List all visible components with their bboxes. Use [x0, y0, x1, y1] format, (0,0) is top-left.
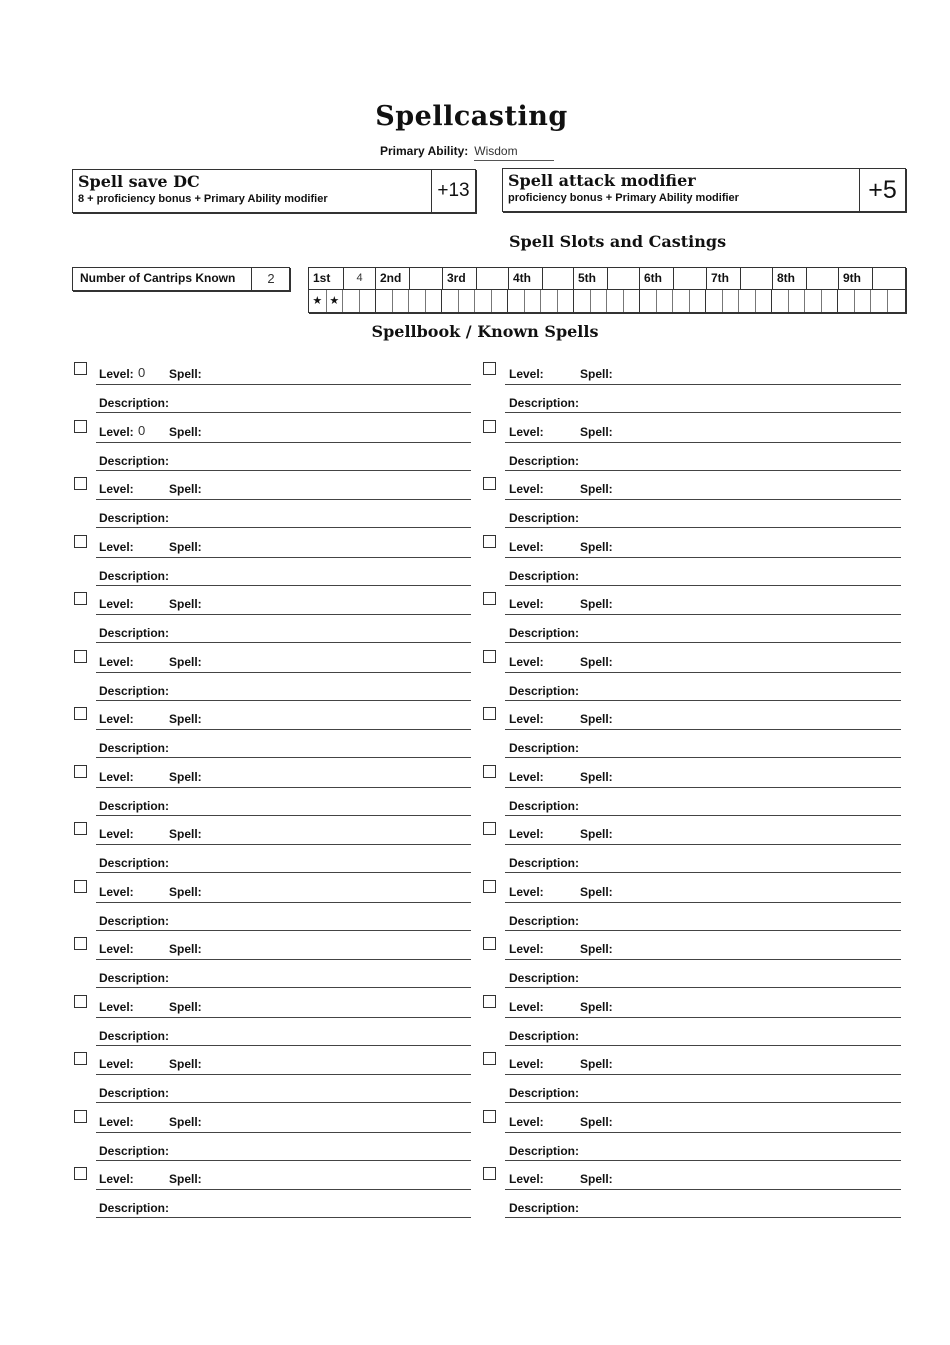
- spell-name-line[interactable]: [505, 1189, 901, 1190]
- spell-name-label: Spell:: [580, 539, 613, 554]
- slot-level-1-count[interactable]: 4: [343, 268, 375, 289]
- spell-name-label: Spell:: [169, 884, 202, 899]
- spell-level-label: Level:: [509, 1172, 544, 1186]
- spell-save-dc-subtitle: 8 + proficiency bonus + Primary Ability modifier: [78, 193, 328, 205]
- spell-save-dc-title: Spell save DC: [78, 172, 200, 191]
- slot-pip[interactable]: [474, 290, 491, 312]
- spell-name-label: Spell:: [580, 1172, 613, 1186]
- spell-prepared-checkbox[interactable]: [74, 362, 87, 375]
- spell-name-line[interactable]: [96, 729, 471, 730]
- slot-pip[interactable]: [837, 290, 854, 312]
- spell-prepared-checkbox[interactable]: [483, 1167, 496, 1180]
- spell-name-line[interactable]: [505, 729, 901, 730]
- spell-name-label: Spell:: [580, 424, 613, 439]
- spell-name-label: Spell:: [580, 884, 613, 899]
- spell-name-label: Spell:: [169, 1057, 202, 1071]
- primary-ability-field[interactable]: Wisdom: [474, 144, 554, 161]
- slot-level-6-label: 6th: [639, 268, 673, 289]
- spell-prepared-checkbox[interactable]: [74, 765, 87, 778]
- slot-pip[interactable]: [491, 290, 508, 312]
- slot-pip[interactable]: [441, 290, 458, 312]
- spell-level-label: Level:: [99, 1172, 134, 1186]
- spell-description-label: Description:: [509, 913, 580, 928]
- spell-name-line[interactable]: [505, 1017, 901, 1018]
- spell-prepared-checkbox[interactable]: [483, 420, 496, 433]
- spell-description-label: Description:: [509, 798, 580, 813]
- spell-prepared-checkbox[interactable]: [74, 937, 87, 950]
- spell-name-line[interactable]: [505, 1132, 901, 1133]
- spell-prepared-checkbox[interactable]: [483, 1110, 496, 1123]
- slot-pip[interactable]: [755, 290, 772, 312]
- slot-level-1-label: 1st: [313, 271, 331, 285]
- spell-prepared-checkbox[interactable]: [483, 937, 496, 950]
- spell-name-label: Spell:: [169, 654, 202, 669]
- spell-prepared-checkbox[interactable]: [483, 765, 496, 778]
- spell-description-line[interactable]: [505, 585, 901, 586]
- slot-level-3-count[interactable]: [476, 268, 508, 289]
- spell-name-line[interactable]: [96, 614, 471, 615]
- spell-name-line[interactable]: [96, 384, 471, 385]
- spell-name-label: Spell:: [580, 769, 613, 784]
- spell-description-line[interactable]: [96, 872, 471, 873]
- spell-level-label: Level:: [99, 654, 134, 669]
- spell-level-label: Level:: [509, 769, 544, 784]
- spell-attack-box: [502, 168, 906, 212]
- slot-pip[interactable]: [425, 290, 442, 312]
- spell-level-label: Level:: [99, 367, 134, 381]
- cantrips-field[interactable]: 2: [251, 268, 290, 290]
- slot-level-9-label: 9th: [838, 268, 872, 289]
- spell-name-line[interactable]: [96, 442, 471, 443]
- spell-prepared-checkbox[interactable]: [74, 535, 87, 548]
- slot-level-7-label: 7th: [706, 268, 740, 289]
- spell-description-line[interactable]: [505, 872, 901, 873]
- spell-name-line[interactable]: [96, 844, 471, 845]
- spell-description-line[interactable]: [505, 527, 901, 528]
- spell-name-label: Spell:: [169, 942, 202, 956]
- slot-pip[interactable]: [392, 290, 409, 312]
- spell-name-label: Spell:: [169, 999, 202, 1014]
- spell-prepared-checkbox[interactable]: [74, 822, 87, 835]
- slot-level-8-count[interactable]: [806, 268, 838, 289]
- spell-description-label: Description:: [99, 453, 170, 468]
- slot-level-2-label: 2nd: [375, 268, 409, 289]
- spell-level-label: Level:: [509, 827, 544, 841]
- slot-pip[interactable]: [623, 290, 640, 312]
- slot-pip[interactable]: [573, 290, 590, 312]
- spell-level-label: Level:: [99, 884, 134, 899]
- slot-pip[interactable]: [375, 290, 392, 312]
- spellbook-title: Spellbook / Known Spells: [371, 322, 599, 341]
- spell-description-label: Description:: [509, 1028, 580, 1043]
- spell-level-label: Level:: [509, 424, 544, 439]
- spell-description-label: Description:: [509, 453, 580, 468]
- spell-name-label: Spell:: [580, 654, 613, 669]
- slot-pip[interactable]: [887, 290, 904, 312]
- spell-level-label: Level:: [99, 1057, 134, 1071]
- spell-description-line[interactable]: [96, 412, 471, 413]
- spell-description-line[interactable]: [96, 585, 471, 586]
- spell-attack-title: Spell attack modifier: [508, 171, 696, 190]
- spell-level-label: Level:: [99, 424, 134, 439]
- spell-prepared-checkbox[interactable]: [483, 535, 496, 548]
- spell-description-label: Description:: [509, 396, 580, 410]
- slot-pip[interactable]: ★: [326, 290, 343, 312]
- slot-level-5-count[interactable]: [607, 268, 639, 289]
- spell-level-field[interactable]: 0: [138, 422, 146, 438]
- spell-description-line[interactable]: [505, 815, 901, 816]
- spell-name-label: Spell:: [169, 712, 202, 726]
- spell-name-label: Spell:: [169, 367, 202, 381]
- slot-pip[interactable]: [738, 290, 755, 312]
- slot-pip[interactable]: [854, 290, 871, 312]
- spell-description-label: Description:: [99, 683, 170, 698]
- spell-name-line[interactable]: [505, 787, 901, 788]
- spell-description-line[interactable]: [96, 1045, 471, 1046]
- spell-description-line[interactable]: [505, 1217, 901, 1218]
- spell-description-line[interactable]: [505, 470, 901, 471]
- slot-pip[interactable]: [540, 290, 557, 312]
- cantrips-box: [72, 267, 290, 291]
- spell-level-label: Level:: [509, 1057, 544, 1071]
- spell-prepared-checkbox[interactable]: [483, 362, 496, 375]
- spell-name-line[interactable]: [96, 672, 471, 673]
- spell-name-label: Spell:: [580, 482, 613, 496]
- page-title: Spellcasting: [375, 101, 568, 132]
- spell-save-dc-box: [72, 169, 476, 213]
- spell-description-line[interactable]: [96, 757, 471, 758]
- spell-description-line[interactable]: [505, 930, 901, 931]
- spell-name-line[interactable]: [96, 1132, 471, 1133]
- spell-description-line[interactable]: [96, 930, 471, 931]
- spell-description-label: Description:: [99, 1086, 170, 1100]
- spell-name-line[interactable]: [96, 1074, 471, 1075]
- spell-prepared-checkbox[interactable]: [74, 420, 87, 433]
- spell-description-line[interactable]: [96, 1102, 471, 1103]
- spell-name-label: Spell:: [580, 597, 613, 611]
- spell-prepared-checkbox[interactable]: [74, 880, 87, 893]
- slot-pip[interactable]: [507, 290, 524, 312]
- spell-name-line[interactable]: [505, 557, 901, 558]
- spell-description-line[interactable]: [505, 1160, 901, 1161]
- spell-prepared-checkbox[interactable]: [483, 1052, 496, 1065]
- spell-description-line[interactable]: [96, 700, 471, 701]
- spell-name-line[interactable]: [96, 959, 471, 960]
- spell-name-line[interactable]: [505, 1074, 901, 1075]
- slot-pip[interactable]: [804, 290, 821, 312]
- spell-level-label: Level:: [99, 827, 134, 841]
- spell-name-line[interactable]: [96, 499, 471, 500]
- spell-level-label: Level:: [99, 482, 134, 496]
- slot-level-4-label: 4th: [508, 268, 542, 289]
- spell-level-label: Level:: [509, 999, 544, 1014]
- spell-name-line[interactable]: [505, 384, 901, 385]
- spell-name-line[interactable]: [96, 787, 471, 788]
- spell-name-line[interactable]: [96, 902, 471, 903]
- spell-description-line[interactable]: [505, 757, 901, 758]
- spell-name-label: Spell:: [169, 769, 202, 784]
- spell-name-label: Spell:: [580, 999, 613, 1014]
- spell-level-label: Level:: [509, 1114, 544, 1129]
- spell-level-label: Level:: [509, 539, 544, 554]
- spell-description-line[interactable]: [505, 987, 901, 988]
- spell-level-label: Level:: [99, 999, 134, 1014]
- slot-pip[interactable]: [656, 290, 673, 312]
- spell-level-label: Level:: [99, 1114, 134, 1129]
- spell-name-line[interactable]: [96, 1189, 471, 1190]
- slot-pip[interactable]: [458, 290, 475, 312]
- spell-level-field[interactable]: 0: [138, 365, 146, 380]
- spell-level-label: Level:: [509, 942, 544, 956]
- spell-prepared-checkbox[interactable]: [74, 1110, 87, 1123]
- spell-name-label: Spell:: [580, 712, 613, 726]
- slot-level-5-label: 5th: [573, 268, 607, 289]
- spell-description-line[interactable]: [96, 987, 471, 988]
- spell-description-label: Description:: [99, 1028, 170, 1043]
- spell-prepared-checkbox[interactable]: [74, 592, 87, 605]
- spell-description-label: Description:: [99, 798, 170, 813]
- spell-name-line[interactable]: [505, 959, 901, 960]
- spell-level-label: Level:: [99, 597, 134, 611]
- slot-pip[interactable]: [557, 290, 574, 312]
- spell-name-label: Spell:: [169, 1114, 202, 1129]
- slot-pip[interactable]: [639, 290, 656, 312]
- slot-pip[interactable]: [722, 290, 739, 312]
- spell-prepared-checkbox[interactable]: [483, 650, 496, 663]
- spell-description-label: Description:: [99, 741, 170, 755]
- spell-prepared-checkbox[interactable]: [483, 592, 496, 605]
- spell-description-label: Description:: [509, 568, 580, 583]
- spell-description-line[interactable]: [96, 527, 471, 528]
- spell-prepared-checkbox[interactable]: [483, 822, 496, 835]
- slot-pip[interactable]: [524, 290, 541, 312]
- slot-pip[interactable]: [788, 290, 805, 312]
- spell-level-label: Level:: [509, 884, 544, 899]
- cantrips-label: Number of Cantrips Known: [80, 271, 236, 285]
- spell-level-label: Level:: [99, 712, 134, 726]
- spell-name-label: Spell:: [580, 942, 613, 956]
- slot-pip[interactable]: [821, 290, 838, 312]
- slot-level-6-count[interactable]: [673, 268, 705, 289]
- spell-description-label: Description:: [99, 913, 170, 928]
- spell-name-line[interactable]: [505, 902, 901, 903]
- spell-name-label: Spell:: [169, 482, 202, 496]
- spell-prepared-checkbox[interactable]: [74, 1052, 87, 1065]
- slot-pip[interactable]: [672, 290, 689, 312]
- slots-title: Spell Slots and Castings: [509, 232, 727, 251]
- spell-save-dc-field[interactable]: +13: [431, 170, 475, 212]
- slot-pip[interactable]: [705, 290, 722, 312]
- slot-pip[interactable]: [606, 290, 623, 312]
- spell-description-label: Description:: [509, 971, 580, 985]
- spell-attack-field[interactable]: +5: [859, 169, 905, 211]
- slot-pip[interactable]: [590, 290, 607, 312]
- spell-description-line[interactable]: [505, 1045, 901, 1046]
- spell-prepared-checkbox[interactable]: [483, 995, 496, 1008]
- spell-description-label: Description:: [99, 971, 170, 985]
- slot-pip[interactable]: [342, 290, 359, 312]
- slot-pip[interactable]: ★: [312, 295, 323, 307]
- spell-level-label: Level:: [509, 597, 544, 611]
- spell-description-line[interactable]: [505, 700, 901, 701]
- spell-name-line[interactable]: [505, 672, 901, 673]
- spell-name-line[interactable]: [96, 557, 471, 558]
- slot-level-3-label: 3rd: [442, 268, 476, 289]
- spell-description-line[interactable]: [505, 1102, 901, 1103]
- spell-level-label: Level:: [509, 482, 544, 496]
- spell-description-label: Description:: [99, 511, 170, 525]
- primary-ability-label: Primary Ability:: [380, 144, 469, 158]
- spell-name-line[interactable]: [96, 1017, 471, 1018]
- spell-slots-grid: [308, 267, 906, 313]
- spell-name-label: Spell:: [169, 539, 202, 554]
- spell-prepared-checkbox[interactable]: [74, 995, 87, 1008]
- spell-prepared-checkbox[interactable]: [483, 880, 496, 893]
- spell-name-label: Spell:: [169, 1172, 202, 1186]
- spell-description-line[interactable]: [96, 1160, 471, 1161]
- slot-pip[interactable]: [408, 290, 425, 312]
- spell-prepared-checkbox[interactable]: [74, 1167, 87, 1180]
- spell-description-label: Description:: [509, 1143, 580, 1158]
- spell-name-label: Spell:: [580, 827, 613, 841]
- spell-description-label: Description:: [99, 1201, 170, 1215]
- spell-prepared-checkbox[interactable]: [74, 650, 87, 663]
- spell-description-label: Description:: [509, 683, 580, 698]
- slot-level-7-count[interactable]: [740, 268, 772, 289]
- spell-name-line[interactable]: [505, 844, 901, 845]
- spell-name-label: Spell:: [169, 597, 202, 611]
- spell-description-label: Description:: [509, 741, 580, 755]
- spell-name-label: Spell:: [580, 1057, 613, 1071]
- spell-name-label: Spell:: [580, 367, 613, 381]
- spell-prepared-checkbox[interactable]: [483, 477, 496, 490]
- spell-attack-subtitle: proficiency bonus + Primary Ability modifier: [508, 192, 739, 204]
- spell-description-label: Description:: [99, 568, 170, 583]
- spell-description-label: Description:: [99, 626, 170, 640]
- spell-prepared-checkbox[interactable]: [483, 707, 496, 720]
- spell-prepared-checkbox[interactable]: [74, 477, 87, 490]
- spell-name-label: Spell:: [580, 1114, 613, 1129]
- spell-name-line[interactable]: [505, 442, 901, 443]
- slot-level-9-count[interactable]: [872, 268, 904, 289]
- slot-level-8-label: 8th: [772, 268, 806, 289]
- slot-level-4-count[interactable]: [542, 268, 574, 289]
- spell-description-label: Description:: [99, 396, 170, 410]
- spell-description-label: Description:: [99, 1143, 170, 1158]
- primary-ability: [380, 144, 554, 161]
- spell-name-label: Spell:: [169, 424, 202, 439]
- spell-prepared-checkbox[interactable]: [74, 707, 87, 720]
- spell-description-label: Description:: [509, 856, 580, 870]
- slot-pip[interactable]: [870, 290, 887, 312]
- spell-description-line[interactable]: [96, 470, 471, 471]
- spell-level-label: Level:: [509, 654, 544, 669]
- spell-level-label: Level:: [99, 539, 134, 554]
- spell-description-label: Description:: [509, 626, 580, 640]
- spell-level-label: Level:: [509, 712, 544, 726]
- slot-pip[interactable]: [771, 290, 788, 312]
- spell-level-label: Level:: [509, 367, 544, 381]
- spell-description-label: Description:: [509, 1086, 580, 1100]
- spell-description-label: Description:: [99, 856, 170, 870]
- spell-level-label: Level:: [99, 769, 134, 784]
- spell-description-line[interactable]: [505, 642, 901, 643]
- slot-pip[interactable]: [689, 290, 706, 312]
- spell-description-label: Description:: [509, 511, 580, 525]
- spell-level-label: Level:: [99, 942, 134, 956]
- spell-name-line[interactable]: [505, 614, 901, 615]
- slot-pip[interactable]: [359, 290, 376, 312]
- spell-name-label: Spell:: [169, 827, 202, 841]
- slot-level-2-count[interactable]: [409, 268, 441, 289]
- spell-description-line[interactable]: [96, 642, 471, 643]
- spell-description-line[interactable]: [505, 412, 901, 413]
- spell-description-line[interactable]: [96, 1217, 471, 1218]
- spell-description-line[interactable]: [96, 815, 471, 816]
- spell-name-line[interactable]: [505, 499, 901, 500]
- spell-description-label: Description:: [509, 1201, 580, 1215]
